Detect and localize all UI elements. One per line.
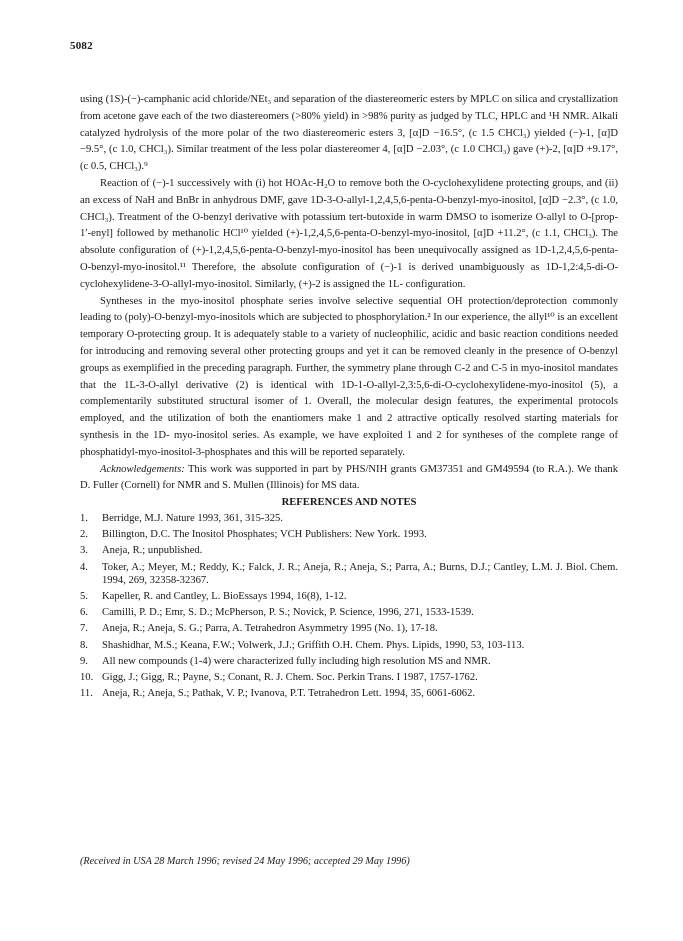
paragraph-3: Syntheses in the myo-inositol phosphate series involve selective sequential OH protection/deprotection commonly leading to (poly)-O-benzyl-myo-inositols which are subjected to phosphorylation.² In our experience, the allyl¹⁰ is an excellent temporary O-protecting group. It is adequately stable to a variety of nucleophilic, acidic and basic reaction conditions needed for introducing and removing several other protecting groups and yet it can be removed cleanly in the presence of O-benzyl groups as exemplified in the preceding paragraph. Further, the symmetry plane through C-2 and C-5 in myo-inositol mandates that the 1L-3-O-allyl derivative (2) is identical with 1D-1-O-allyl-2,3:5,6-di-O-cyclohexylidene-myo-inositol (5), a complementarily substituted structural isomer of 1. Overall, the molecular design features, the experimental protocols employed, and the utilization of both the enantiomers make 1 and 2 attractive optically resolved starting materials for synthesis in the 1D- myo-inositol series. As example, we have exploited 1 and 2 for syntheses of the complete range of phosphatidyl-myo-inositol-3-phosphates and this will be reported separately. (80, 295, 618, 458)
reference-number: 11. (80, 688, 93, 700)
reference-text: Aneja, R.; Aneja, S. G.; Parra, A. Tetrahedron Asymmetry 1995 (No. 1), 17-18. (102, 623, 438, 635)
reference-text: Kapeller, R. and Cantley, L. BioEssays 1994, 16(8), 1-12. (102, 590, 347, 602)
reference-item (80, 512, 618, 525)
reference-number: 6. (80, 607, 88, 619)
received-dates: (Received in USA 28 March 1996; revised 24 May 1996; accepted 29 May 1996) (80, 856, 410, 867)
acknowledgements (80, 462, 618, 496)
reference-text: Billington, D.C. The Inositol Phosphates; VCH Publishers: New York. 1993. (102, 529, 427, 541)
reference-item (80, 687, 618, 700)
reference-number: 2. (80, 529, 88, 541)
reference-item (80, 544, 618, 557)
reference-text: All new compounds (1-4) were characterized fully including high resolution MS and NMR. (102, 655, 491, 667)
reference-item (80, 561, 618, 587)
reference-item (80, 655, 618, 668)
reference-number: 1. (80, 512, 88, 524)
references-heading: REFERENCES AND NOTES (281, 497, 417, 509)
reference-item (80, 606, 618, 619)
reference-item (80, 671, 618, 684)
reference-number: 4. (80, 561, 88, 573)
reference-text: Gigg, J.; Gigg, R.; Payne, S.; Conant, R. J. Chem. Soc. Perkin Trans. I 1987, 1757-1762. (102, 671, 478, 683)
reference-text: Aneja, R.; unpublished. (102, 545, 203, 557)
reference-item (80, 622, 618, 635)
reference-text: Shashidhar, M.S.; Keana, F.W.; Volwerk, J.J.; Griffith O.H. Chem. Phys. Lipids, 1990, 53, 103-113. (102, 639, 525, 651)
reference-number: 7. (80, 623, 88, 635)
reference-item (80, 528, 618, 541)
article-body (80, 92, 618, 703)
paragraph-1: using (1S)-(−)-camphanic acid chloride/NEt₃ and separation of the diastereomeric esters by MPLC on silica and crystallization from acetone gave each of the two diastereomers (>80% yield) in >98% purity as judged by TLC, HPLC and ¹H NMR. Alkali catalyzed hydrolysis of the more polar of the two diastereomeric esters 3, [α]D −16.5°, (c 1.5 CHCl₃) yielded (−)-1, [α]D −9.5°, (c 1.0, CHCl₃). Similar treatment of the less polar diastereomer 4, [α]D −2.03°, (c 1.0 CHCl₃) gave (+)-2, [α]D +9.17°, (c 0.5, CHCl₃).⁹ (80, 94, 618, 173)
reference-text: Berridge, M.J. Nature 1993, 361, 315-325. (102, 512, 283, 524)
reference-item (80, 590, 618, 603)
reference-number: 3. (80, 545, 88, 557)
reference-number: 9. (80, 655, 88, 667)
page-number: 5082 (70, 40, 93, 52)
acknowledgements-label: Acknowledgements: (100, 463, 185, 475)
reference-number: 10. (80, 671, 94, 683)
reference-item (80, 639, 618, 652)
acknowledgements-text: This work was supported in part by PHS/NIH grants GM37351 and GM49594 (to R.A.). We thank D. Fuller (Cornell) for NMR and S. Mullen (Illinois) for MS data. (80, 463, 618, 492)
reference-number: 5. (80, 590, 88, 602)
references-list (80, 512, 618, 700)
paragraph-2: Reaction of (−)-1 successively with (i) hot HOAc-H₂O to remove both the O-cyclohexylidene protecting groups, and (ii) an excess of NaH and BnBr in anhydrous DMF, gave 1D-3-O-allyl-1,2,4,5,6-penta-O-benzyl-myo-inositol, [α]D −2.3°, (c 1.0, CHCl₃). Treatment of the O-benzyl derivative with potassium tert-butoxide in warm DMSO to isomerize O-allyl to O-[prop-1′-enyl] followed by methanolic HCl¹⁰ yielded (+)-1,2,4,5,6-penta-O-benzyl-myo-inositol, [α]D +11.2°, (c 1.1, CHCl₃). The absolute configuration of (+)-1,2,4,5,6-penta-O-benzyl-myo-inositol has been unequivocally assigned as 1D-1,2,4,5,6-penta-O-benzyl-myo-inositol.¹¹ Therefore, the absolute configuration of (−)-1 is derived unambiguously as 1D-1,2:4,5-di-O-cyclohexylidene-3-O-allyl-myo-inositol. Similarly, (+)-2 is assigned the 1L- configuration. (80, 177, 618, 290)
reference-number: 8. (80, 639, 88, 651)
reference-text: Toker, A.; Meyer, M.; Reddy, K.; Falck, J. R.; Aneja, R.; Aneja, S.; Parra, A.; Burns, D.J.; Cantley, L.M. J. Biol. Chem. 1994, 269, 32358-32367. (102, 561, 618, 586)
reference-text: Aneja, R.; Aneja, S.; Pathak, V. P.; Ivanova, P.T. Tetrahedron Lett. 1994, 35, 6061-6062. (102, 688, 476, 700)
reference-text: Camilli, P. D.; Emr, S. D.; McPherson, P. S.; Novick, P. Science, 1996, 271, 1533-1539. (102, 607, 474, 619)
